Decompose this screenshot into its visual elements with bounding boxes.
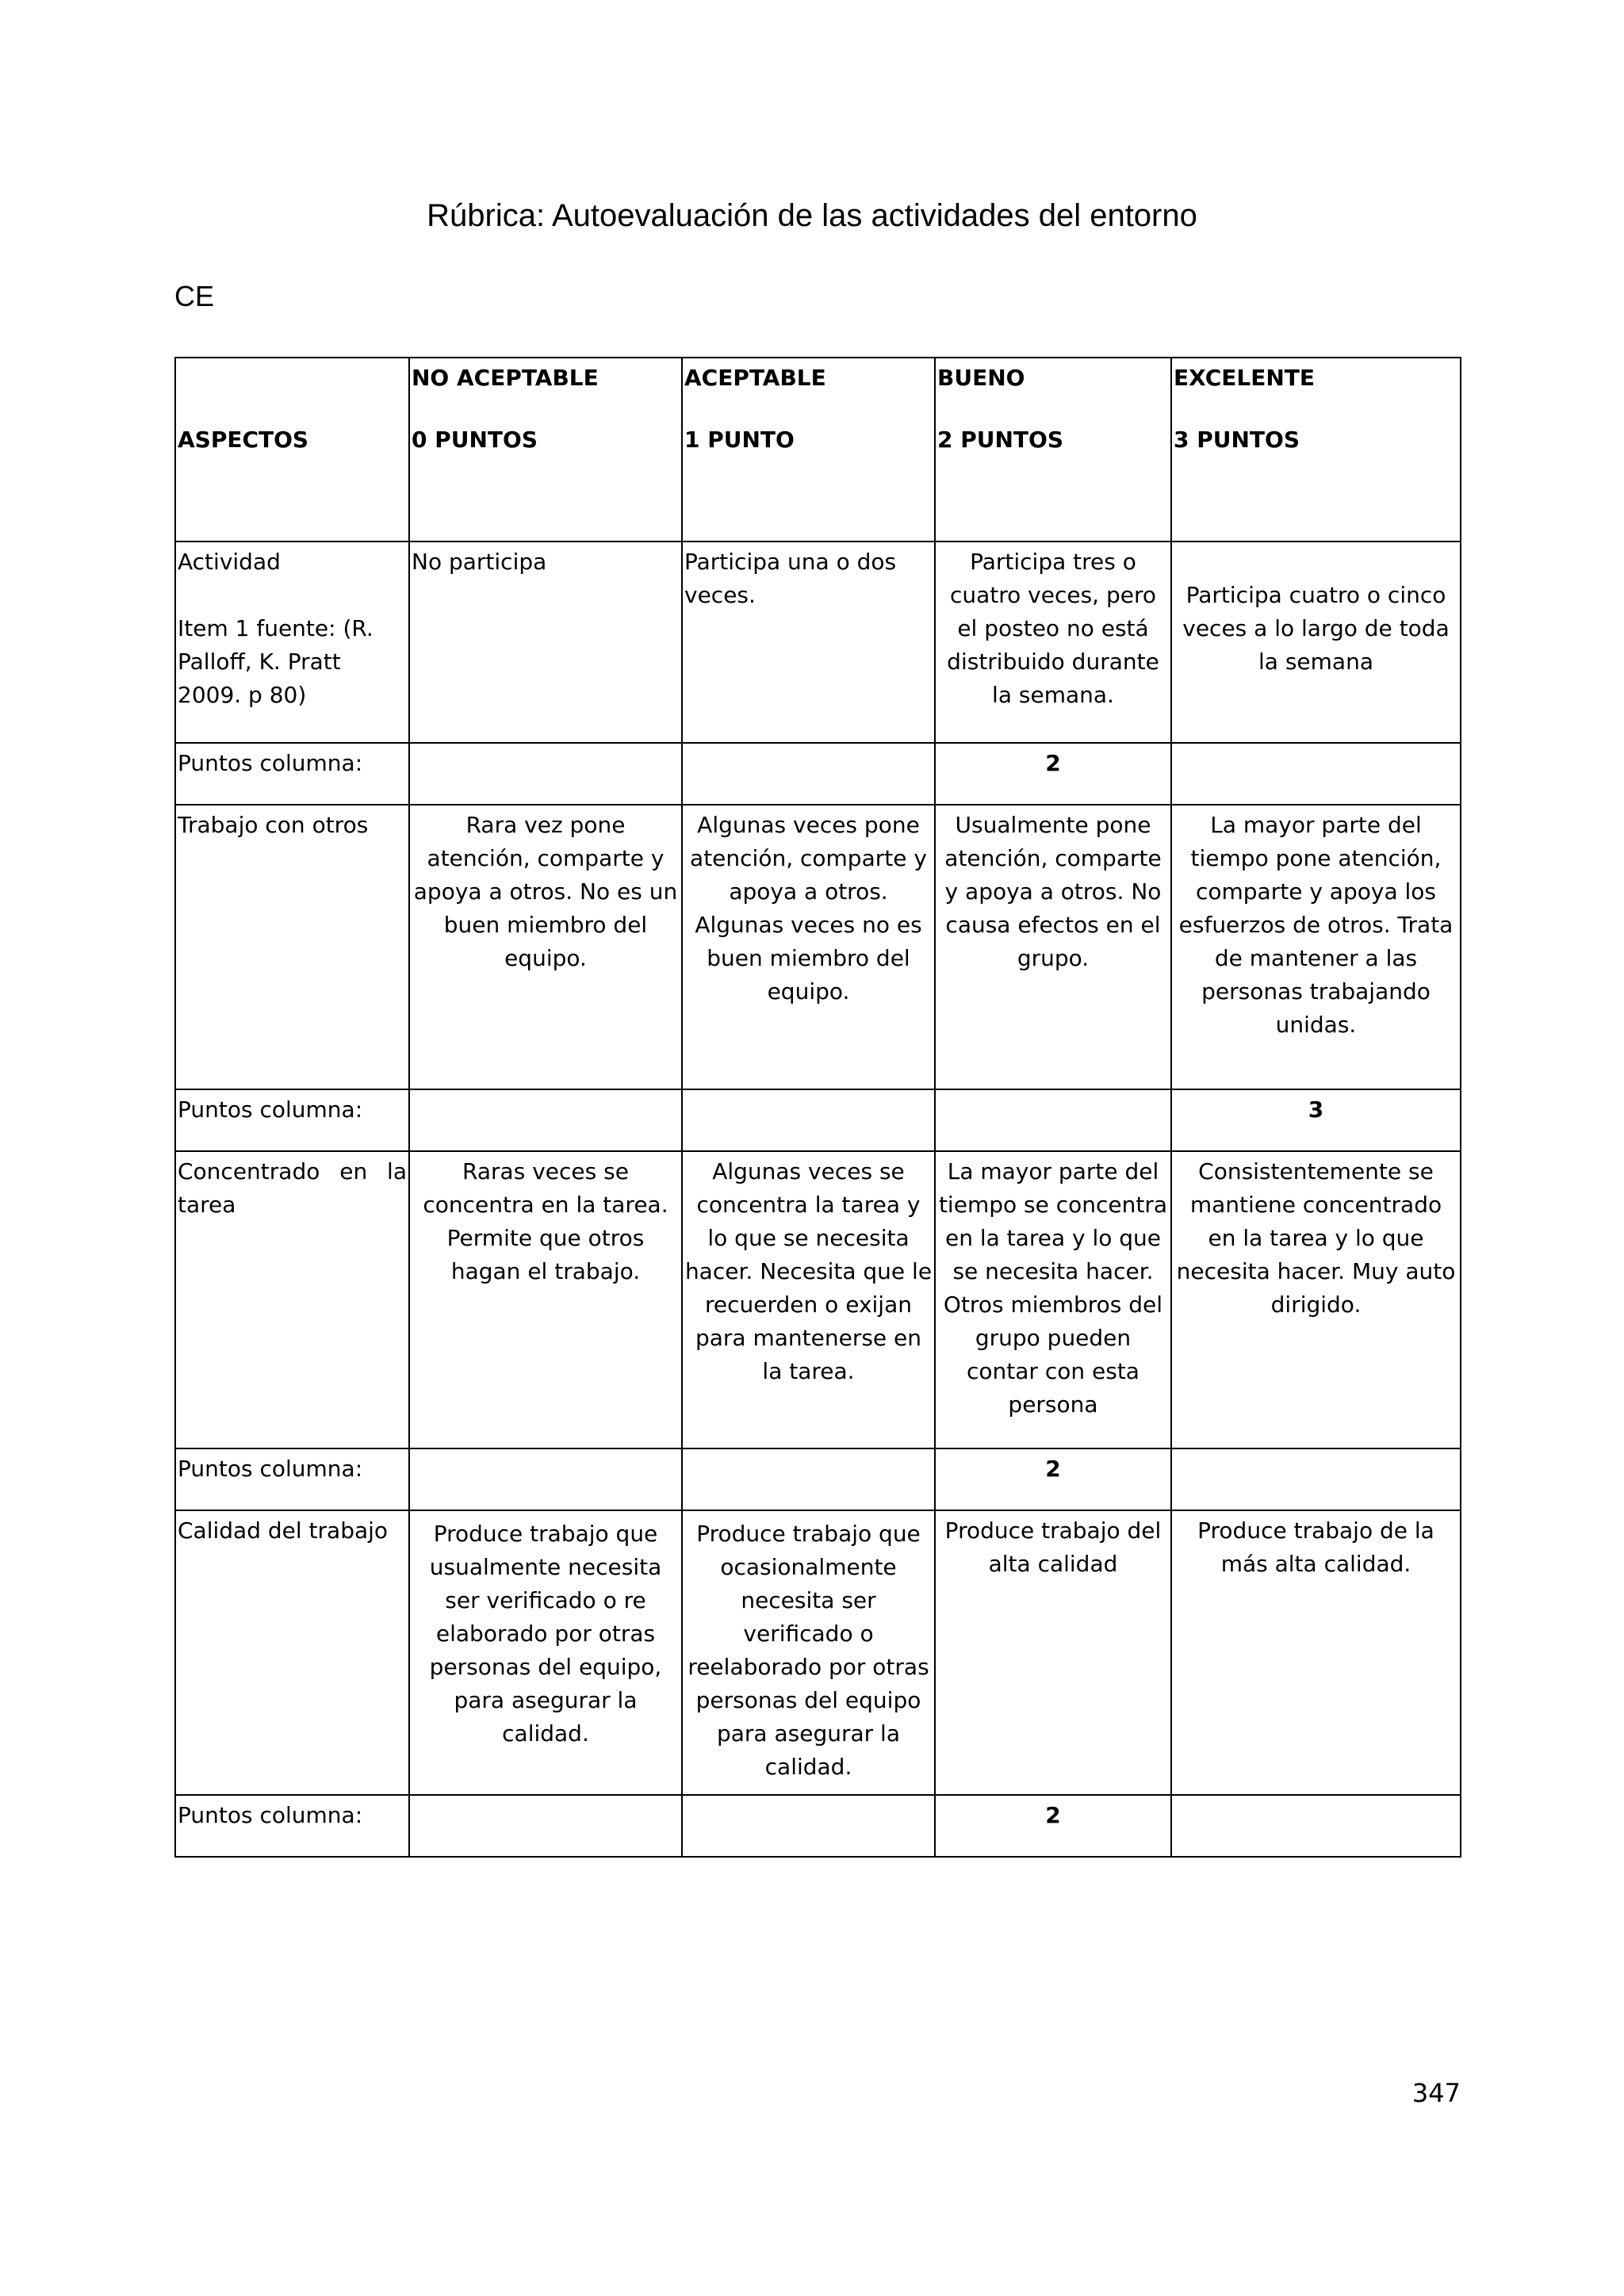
descriptor-cell: Raras veces se concentra en la tarea. Permite que otros hagan el trabajo.: [409, 1151, 682, 1448]
criterion-row-trabajo-con-otros: [175, 805, 1461, 1089]
score-cell: 2: [935, 1795, 1171, 1857]
header-row: [175, 358, 1461, 541]
descriptor-cell: Produce trabajo de la más alta calidad.: [1171, 1510, 1461, 1795]
header-level-aceptable: [682, 358, 935, 541]
aspect-name-line: Concentrado en la: [178, 1158, 407, 1184]
score-cell: 3: [1171, 1089, 1461, 1151]
descriptor-cell: Participa tres o cuatro veces, pero el posteo no está distribuido durante la semana.: [935, 541, 1171, 743]
rubric-table: [174, 357, 1461, 1858]
descriptor-cell: Produce trabajo que ocasionalmente necesita ser verificado o reelaborado por otras personas del equipo para asegurar la calidad.: [682, 1510, 935, 1795]
page-number: 347: [1411, 2078, 1461, 2108]
score-cell: 2: [935, 743, 1171, 805]
criterion-row-concentrado-en-la-tarea: [175, 1151, 1461, 1448]
score-cell: [1171, 743, 1461, 805]
header-level-bueno: [935, 358, 1171, 541]
level-name: BUENO: [937, 365, 1025, 391]
page-title: Rúbrica: Autoevaluación de las actividades del entorno: [427, 198, 1197, 233]
level-points: 3 PUNTOS: [1174, 427, 1300, 453]
score-label: Puntos columna:: [175, 1795, 409, 1857]
aspect-cell: [175, 541, 409, 743]
aspect-name: Calidad del trabajo: [178, 1517, 389, 1544]
header-aspect-cell: [175, 358, 409, 541]
aspect-cell: [175, 805, 409, 1089]
descriptor-cell: Algunas veces se concentra la tarea y lo que se necesita hacer. Necesita que le recuerden o exijan para mantenerse en la tarea.: [682, 1151, 935, 1448]
aspect-name: Actividad: [178, 549, 281, 575]
score-row: [175, 743, 1461, 805]
level-points: 1 PUNTO: [684, 427, 795, 453]
criterion-row-actividad: [175, 541, 1461, 743]
aspect-cell: [175, 1151, 409, 1448]
descriptor-cell: Algunas veces pone atención, comparte y apoya a otros. Algunas veces no es buen miembro del equipo.: [682, 805, 935, 1089]
descriptor-cell: Produce trabajo del alta calidad: [935, 1510, 1171, 1795]
score-row: [175, 1089, 1461, 1151]
header-level-excelente: [1171, 358, 1461, 541]
score-cell: [682, 1795, 935, 1857]
score-cell: [935, 1089, 1171, 1151]
aspect-name: Trabajo con otros: [178, 812, 369, 838]
aspect-cell: [175, 1510, 409, 1795]
score-cell: [682, 1448, 935, 1510]
score-cell: [409, 1795, 682, 1857]
level-name: ACEPTABLE: [684, 365, 826, 391]
criterion-row-calidad-del-trabajo: [175, 1510, 1461, 1795]
level-name: EXCELENTE: [1174, 365, 1316, 391]
score-row: [175, 1448, 1461, 1510]
descriptor-cell: Usualmente pone atención, comparte y apoya a otros. No causa efectos en el grupo.: [935, 805, 1171, 1089]
score-cell: [682, 743, 935, 805]
level-name: NO ACEPTABLE: [412, 365, 599, 391]
aspect-source-note: Item 1 fuente: (R. Palloff, K. Pratt 2009. p 80): [178, 615, 373, 708]
score-cell: [682, 1089, 935, 1151]
header-aspect-label: ASPECTOS: [178, 427, 309, 453]
section-label: CE: [174, 280, 215, 312]
score-cell: [1171, 1448, 1461, 1510]
level-points: 2 PUNTOS: [937, 427, 1063, 453]
score-label: Puntos columna:: [175, 743, 409, 805]
header-level-no-aceptable: [409, 358, 682, 541]
descriptor-cell: Participa una o dos veces.: [682, 541, 935, 743]
descriptor-cell: La mayor parte del tiempo se concentra en la tarea y lo que se necesita hacer. Otros miembros del grupo pueden contar con esta persona: [935, 1151, 1171, 1448]
score-row: [175, 1795, 1461, 1857]
score-cell: [409, 1448, 682, 1510]
score-label: Puntos columna:: [175, 1448, 409, 1510]
descriptor-cell: Produce trabajo que usualmente necesita ser verificado o re elaborado por otras personas del equipo, para asegurar la calidad.: [409, 1510, 682, 1795]
descriptor-cell: Rara vez pone atención, comparte y apoya a otros. No es un buen miembro del equipo.: [409, 805, 682, 1089]
level-points: 0 PUNTOS: [412, 427, 538, 453]
score-cell: [409, 743, 682, 805]
descriptor-cell: No participa: [409, 541, 682, 743]
score-cell: [409, 1089, 682, 1151]
descriptor-cell: La mayor parte del tiempo pone atención, comparte y apoya los esfuerzos de otros. Trata de mantener a las personas trabajando unidas.: [1171, 805, 1461, 1089]
aspect-name-line: tarea: [178, 1192, 236, 1218]
descriptor-cell: Consistentemente se mantiene concentrado en la tarea y lo que necesita hacer. Muy auto dirigido.: [1171, 1151, 1461, 1448]
score-cell: [1171, 1795, 1461, 1857]
score-cell: 2: [935, 1448, 1171, 1510]
score-label: Puntos columna:: [175, 1089, 409, 1151]
descriptor-cell: Participa cuatro o cinco veces a lo largo de toda la semana: [1171, 541, 1461, 743]
